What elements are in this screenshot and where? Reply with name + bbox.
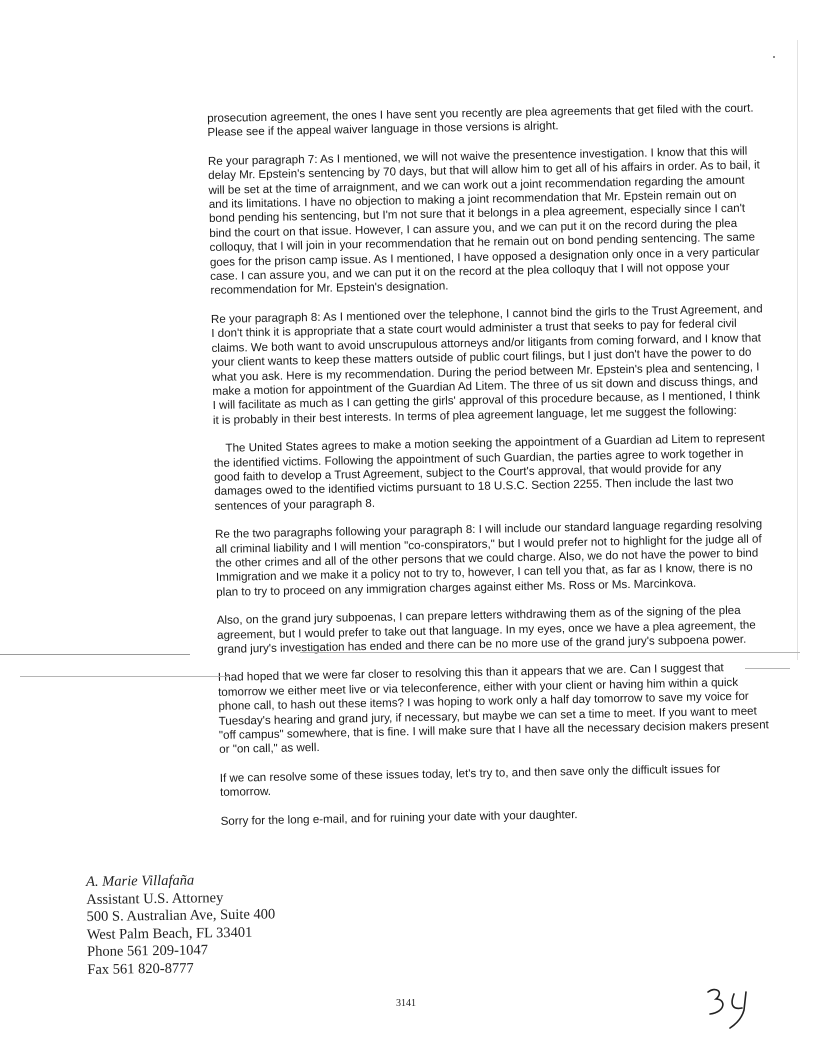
paragraph-grand-jury-subpoenas: Also, on the grand jury subpoenas, I can prepare letters withdrawing them as of the signing of the plea agreement, but I would prefer to take out that language. In my eyes, once we have a plea agreement, the grand jury's investigation has ended and there can be no more use of the grand jury's subpoena power.	[216, 604, 756, 656]
scan-speck	[773, 56, 775, 58]
paragraph-meeting-request: I had hoped that we were far closer to resolving this than it appears that we are. Can I suggest that tomorrow we either meet live or via teleconference, either with your client or having him within a quick phone call, to hash out these items? I was hoping to work only a half day tomorrow to save my voice for Tuesday's hearing and grand jury, if necessary, but maybe we can set a time to meet. If you want to meet "off campus" somewhere, that is fine. I will make sure that I have all the necessary decision makers present or "on call," as well.	[217, 661, 769, 757]
paragraph-suggested-language: The United States agrees to make a motion seeking the appointment of a Guardian ad Litem to represent the identified victims. Following the appointment of such Guardian, the parties agree to work together in good faith to develop a Trust Agreement, subject to the Court's approval, that would provide for any damages owed to the identified victims pursuant to 18 U.S.C. Section 2255. Then include the last two sentences of your paragraph 8.	[213, 431, 765, 513]
scan-rule-line	[300, 652, 800, 653]
handwritten-page-mark	[700, 984, 760, 1030]
paragraph-re-paragraph-7: Re your paragraph 7: As I mentioned, we will not waive the presentence investigation. I know that this will delay Mr. Epstein's sentencing by 70 days, but that will allow him to get all of his affairs in order. As to bail, it will be set at the time of arraignment, and we can work out a joint recommendation regarding the amount and its limitations. I have no objection to making a joint recommendation that Mr. Epstein remain out on bond pending his sentencing, but I'm not sure that it belongs in a plea agreement, especially since I can't bind the court on that issue. However, I can assure you, and we can put it on the record during the plea colloquy, that I will join in your recommendation that he remain out on bond pending sentencing. The same goes for the prison camp issue. As I mentioned, I have opposed a designation only once in a very particular case. I can assure you, and we can put it on the record at the plea colloquy that I will not oppose your recommendation for Mr. Epstein's designation.	[207, 144, 760, 298]
signature-title: Assistant U.S. Attorney	[86, 889, 224, 908]
signature-fax: Fax 561 820-8777	[87, 960, 194, 978]
signature-address-line1: 500 S. Australian Ave, Suite 400	[86, 906, 276, 926]
paragraph-following-paragraph-8: Re the two paragraphs following your paragraph 8: I will include our standard language regarding resolving all criminal liability and I will mention "co-conspirators," but I would prefer not to highlight for the judge all of the other crimes and all of the other persons that we could charge. Also, we do not have the power to bind Immigration and we make it a policy not to try to, however, I can tell you that, as far as I know, there is no plan to try to proceed on any immigration charges against either Ms. Ross or Ms. Marcinkova.	[214, 517, 763, 599]
paragraph-apology: Sorry for the long e-mail, and for ruining your date with your daughter.	[220, 807, 578, 828]
scan-rule-line	[745, 668, 790, 669]
paragraph-re-paragraph-8: Re your paragraph 8: As I mentioned over the telephone, I cannot bind the girls to the Trust Agreement, and I don't think it is appropriate that a state court would administer a trust that seeks to pay for federal civil claims. We both want to avoid unscrupulous attorneys and/or litigants from coming forward, and I know that your client wants to keep these matters outside of public court filings, but I just don't have the power to do what you ask. Here is my recommendation. During the period between Mr. Epstein's plea and sentencing, I make a motion for appointment of the Guardian Ad Litem. The three of us sit down and discuss things, and I will facilitate as much as I can getting the girls' approval of this procedure because, as I mentioned, I think it is probably in their best interests. In terms of plea agreement language, let me suggest the following:	[210, 302, 763, 427]
signature-block	[86, 871, 276, 979]
signature-name: A. Marie Villafaña	[86, 872, 195, 890]
signature-phone: Phone 561 209-1047	[86, 942, 209, 961]
page-number: 3141	[396, 998, 416, 1009]
signature-address-line2: West Palm Beach, FL 33401	[86, 924, 253, 943]
email-body	[207, 101, 773, 843]
paragraph-resolve-today: If we can resolve some of these issues today, let's try to, and then save only the difficult issues for tomorrow.	[219, 762, 721, 800]
scan-edge-line	[797, 40, 798, 660]
scan-rule-line	[20, 676, 230, 677]
scan-rule-line	[0, 654, 190, 655]
paragraph-plea-agreement-versions: prosecution agreement, the ones I have sent you recently are plea agreements that get filed with the court. Please see if the appeal waiver language in those versions is alright.	[207, 101, 754, 140]
